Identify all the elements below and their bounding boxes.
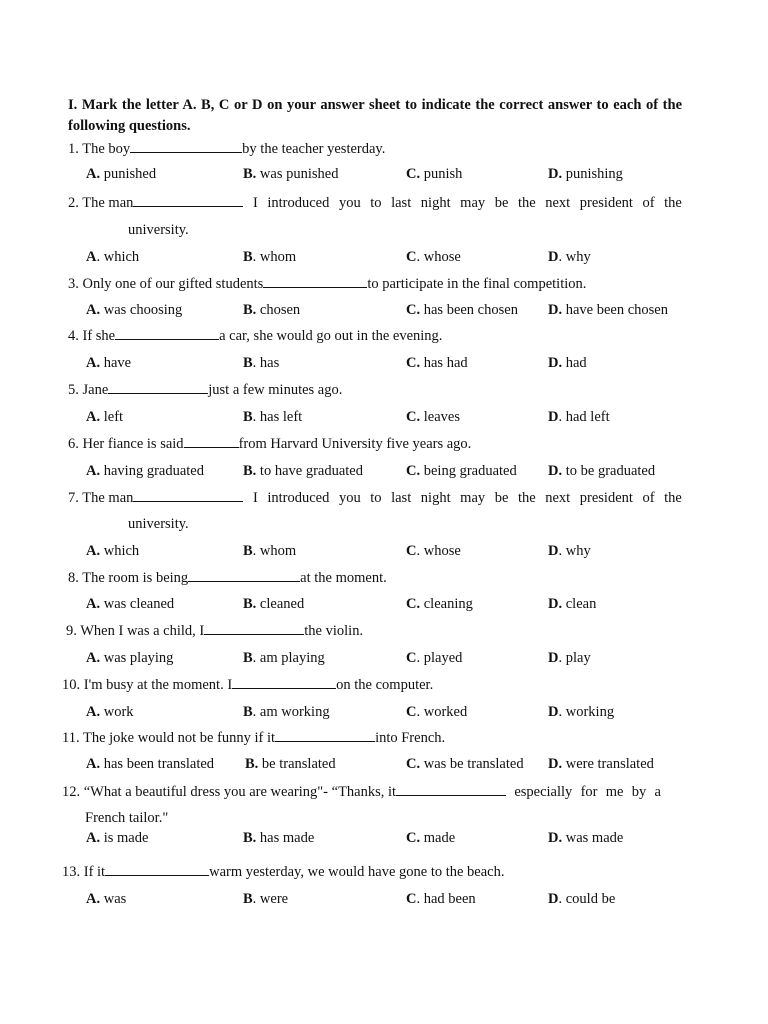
question-word: president — [579, 195, 633, 211]
answer-option[interactable] — [406, 300, 518, 320]
question-text: I'm busy at the moment. I — [83, 677, 233, 693]
question-stem — [62, 862, 505, 882]
question-continuation: university. — [128, 516, 189, 532]
option-letter: D. — [548, 596, 563, 612]
answer-option[interactable] — [243, 461, 363, 481]
option-letter: A. — [86, 302, 101, 318]
answer-option[interactable] — [406, 461, 517, 481]
answer-blank[interactable] — [232, 675, 336, 689]
question-word: be — [494, 195, 509, 211]
option-letter: C. — [406, 166, 421, 182]
answer-option[interactable] — [86, 648, 173, 668]
answer-option[interactable] — [243, 828, 314, 848]
option-text: . whom — [252, 543, 297, 559]
option-text: . had been — [416, 891, 476, 907]
option-letter: B — [243, 355, 253, 371]
question-number: 5. — [68, 382, 79, 398]
option-letter: C — [406, 543, 417, 559]
question-stem — [68, 488, 682, 508]
question-word: the — [664, 195, 682, 211]
option-letter: B — [243, 891, 253, 907]
option-text: . had left — [558, 409, 610, 425]
answer-option[interactable] — [243, 164, 338, 184]
answer-blank[interactable] — [108, 380, 208, 394]
question-word: to — [370, 195, 382, 211]
option-text: was be translated — [423, 756, 524, 772]
question-number: 13. — [62, 864, 81, 880]
answer-option[interactable] — [406, 407, 460, 427]
question-text: a car, she would go out in the evening. — [219, 328, 443, 344]
answer-option[interactable] — [86, 247, 139, 267]
question-number: 9. — [66, 623, 77, 639]
option-text: has been chosen — [423, 302, 518, 318]
option-letter: B — [243, 543, 253, 559]
answer-option[interactable] — [406, 594, 473, 614]
option-text: work — [103, 704, 134, 720]
option-letter: C — [406, 704, 417, 720]
option-text: cleaning — [423, 596, 473, 612]
option-text: . could be — [558, 891, 616, 907]
option-letter: D. — [548, 463, 563, 479]
question-number: 7. — [68, 490, 79, 506]
question-text: into French. — [375, 730, 446, 746]
answer-option[interactable] — [86, 461, 204, 481]
answer-blank[interactable] — [184, 434, 239, 448]
answer-blank[interactable] — [188, 568, 300, 582]
answer-blank[interactable] — [263, 274, 367, 288]
answer-option[interactable] — [548, 300, 668, 320]
option-text: have been chosen — [565, 302, 668, 318]
answer-option[interactable] — [243, 648, 325, 668]
question-word: I — [252, 490, 258, 506]
question-word: the — [664, 490, 682, 506]
answer-blank[interactable] — [275, 728, 375, 742]
option-letter: B. — [243, 830, 257, 846]
question-word: you — [338, 195, 361, 211]
option-text: to have graduated — [259, 463, 363, 479]
question-number: 1. — [68, 141, 79, 157]
option-text: was — [103, 891, 127, 907]
option-letter: B — [243, 249, 253, 265]
question-word: the — [517, 490, 536, 506]
answer-option[interactable] — [243, 407, 302, 427]
option-letter: C. — [406, 355, 421, 371]
option-letter: D — [548, 704, 559, 720]
answer-option[interactable] — [243, 541, 296, 561]
question-word: me — [605, 784, 624, 800]
option-letter: C. — [406, 756, 421, 772]
option-letter: C. — [406, 409, 421, 425]
option-text: . worked — [416, 704, 468, 720]
option-text: which — [103, 543, 140, 559]
answer-option[interactable] — [406, 702, 467, 722]
question-text: The man — [82, 490, 134, 506]
question-word: night — [420, 195, 451, 211]
option-letter: C — [406, 891, 417, 907]
answer-option[interactable] — [548, 247, 591, 267]
question-word: next — [545, 195, 571, 211]
answer-option[interactable] — [548, 407, 610, 427]
option-text: was punished — [259, 166, 339, 182]
question-word: of — [642, 195, 655, 211]
question-word: night — [420, 490, 451, 506]
option-letter: B. — [243, 463, 257, 479]
answer-blank[interactable] — [204, 621, 304, 635]
question-text: The man — [82, 195, 134, 211]
question-text: Only one of our gifted students — [82, 276, 264, 292]
option-text: made — [423, 830, 456, 846]
answer-option[interactable] — [243, 702, 330, 722]
question-stem — [68, 193, 682, 213]
option-letter: D. — [548, 302, 563, 318]
answer-blank[interactable] — [133, 488, 243, 502]
question-stem — [68, 380, 342, 400]
option-letter: D. — [548, 756, 563, 772]
question-word: last — [391, 490, 412, 506]
option-letter: D. — [548, 355, 563, 371]
option-letter: B. — [243, 596, 257, 612]
question-word: I — [252, 195, 258, 211]
question-text: If it — [83, 864, 106, 880]
question-text: by the teacher yesterday. — [242, 141, 386, 157]
option-letter: A. — [86, 409, 101, 425]
question-number: 6. — [68, 436, 79, 452]
answer-option[interactable] — [86, 300, 182, 320]
question-stem — [66, 621, 363, 641]
question-word: for — [580, 784, 598, 800]
option-letter: B. — [243, 302, 257, 318]
question-stem — [62, 782, 661, 802]
option-letter: C. — [406, 302, 421, 318]
answer-option[interactable] — [548, 541, 591, 561]
answer-option[interactable] — [548, 648, 591, 668]
option-text: . has — [252, 355, 280, 371]
answer-option[interactable] — [406, 754, 524, 774]
question-number: 12. — [62, 784, 81, 800]
answer-option[interactable] — [245, 754, 336, 774]
answer-option[interactable] — [406, 828, 455, 848]
answer-option[interactable] — [243, 594, 304, 614]
option-text: was made — [565, 830, 624, 846]
option-letter: D — [548, 650, 559, 666]
question-continuation: university. — [128, 222, 189, 238]
question-stem — [62, 728, 445, 748]
option-text: clean — [565, 596, 597, 612]
question-stem — [68, 274, 586, 294]
question-word: a — [654, 784, 661, 800]
option-text: punishing — [565, 166, 623, 182]
answer-blank[interactable] — [133, 193, 243, 207]
option-letter: B. — [245, 756, 259, 772]
question-text: The room is being — [82, 570, 189, 586]
answer-option[interactable] — [86, 164, 156, 184]
answer-option[interactable] — [548, 828, 623, 848]
question-word: president — [579, 490, 633, 506]
answer-option[interactable] — [406, 164, 462, 184]
question-number: 11. — [62, 730, 80, 746]
option-letter: D. — [548, 166, 563, 182]
option-letter: D. — [548, 830, 563, 846]
answer-option[interactable] — [86, 889, 126, 909]
answer-option[interactable] — [548, 889, 615, 909]
option-text: was playing — [103, 650, 174, 666]
question-text: When I was a child, I — [80, 623, 205, 639]
option-text: . whom — [252, 249, 297, 265]
question-text: on the computer. — [336, 677, 434, 693]
option-text: . am working — [252, 704, 330, 720]
option-text: left — [103, 409, 124, 425]
question-stem — [68, 568, 387, 588]
option-letter: D — [548, 891, 559, 907]
answer-option[interactable] — [406, 353, 468, 373]
option-letter: A. — [86, 355, 101, 371]
option-letter: A — [86, 249, 97, 265]
option-letter: A. — [86, 543, 101, 559]
option-text: is made — [103, 830, 149, 846]
question-word: the — [517, 195, 536, 211]
option-text: . played — [416, 650, 463, 666]
question-text: The joke would not be funny if it — [82, 730, 276, 746]
answer-option[interactable] — [86, 594, 174, 614]
question-word: of — [642, 490, 655, 506]
option-letter: A. — [86, 166, 101, 182]
option-letter: D — [548, 249, 559, 265]
option-text: . play — [558, 650, 591, 666]
question-word: to — [370, 490, 382, 506]
answer-option[interactable] — [548, 594, 596, 614]
question-word: next — [545, 490, 571, 506]
option-text: was choosing — [103, 302, 183, 318]
answer-option[interactable] — [86, 407, 123, 427]
answer-option[interactable] — [406, 889, 476, 909]
option-text: has made — [259, 830, 315, 846]
answer-blank[interactable] — [396, 782, 506, 796]
option-text: . working — [558, 704, 615, 720]
option-text: has had — [423, 355, 468, 371]
answer-option[interactable] — [243, 300, 300, 320]
answer-option[interactable] — [548, 754, 654, 774]
option-text: be translated — [261, 756, 336, 772]
option-letter: D — [548, 543, 559, 559]
question-word: be — [494, 490, 509, 506]
option-text: were translated — [565, 756, 654, 772]
question-lead — [62, 782, 506, 802]
option-letter: A. — [86, 830, 101, 846]
question-number: 10. — [62, 677, 81, 693]
answer-option[interactable] — [548, 461, 655, 481]
answer-option[interactable] — [243, 247, 296, 267]
question-text: from Harvard University five years ago. — [238, 436, 472, 452]
question-stem — [68, 434, 471, 454]
question-text: at the moment. — [300, 570, 387, 586]
option-text: . why — [558, 249, 591, 265]
option-text: cleaned — [259, 596, 305, 612]
answer-blank[interactable] — [115, 326, 219, 340]
question-word: by — [631, 784, 647, 800]
answer-option[interactable] — [86, 828, 148, 848]
question-word: introduced — [267, 195, 330, 211]
question-number: 8. — [68, 570, 79, 586]
option-text: having graduated — [103, 463, 204, 479]
option-text: . am playing — [252, 650, 325, 666]
question-word: may — [460, 195, 486, 211]
question-lead — [68, 488, 243, 508]
question-text: The boy — [82, 141, 131, 157]
option-letter: A. — [86, 756, 101, 772]
option-text: . which — [96, 249, 140, 265]
question-continuation: French tailor." — [85, 810, 169, 826]
answer-option[interactable] — [86, 754, 214, 774]
answer-option[interactable] — [86, 353, 131, 373]
question-text: warm yesterday, we would have gone to the beach. — [209, 864, 505, 880]
option-letter: A. — [86, 704, 101, 720]
option-letter: B — [243, 409, 253, 425]
answer-option[interactable] — [86, 702, 134, 722]
question-stem — [68, 139, 385, 159]
option-text: . whose — [416, 543, 461, 559]
answer-option[interactable] — [406, 247, 461, 267]
answer-option[interactable] — [406, 648, 462, 668]
question-word: you — [338, 490, 361, 506]
option-letter: B — [243, 650, 253, 666]
answer-option[interactable] — [243, 353, 279, 373]
question-word: especially — [514, 784, 573, 800]
answer-blank[interactable] — [130, 139, 242, 153]
question-text: Her fiance is said — [82, 436, 184, 452]
option-letter: B. — [243, 166, 257, 182]
option-letter: C — [406, 249, 417, 265]
option-text: leaves — [423, 409, 460, 425]
option-letter: A. — [86, 463, 101, 479]
option-text: . why — [558, 543, 591, 559]
question-word: introduced — [267, 490, 330, 506]
answer-blank[interactable] — [105, 862, 209, 876]
answer-option[interactable] — [548, 353, 587, 373]
option-letter: C. — [406, 596, 421, 612]
option-text: being graduated — [423, 463, 517, 479]
question-word: may — [460, 490, 486, 506]
question-number: 4. — [68, 328, 79, 344]
answer-option[interactable] — [406, 541, 461, 561]
option-text: . has left — [252, 409, 303, 425]
option-text: have — [103, 355, 132, 371]
option-letter: A. — [86, 596, 101, 612]
option-text: chosen — [259, 302, 301, 318]
option-text: . were — [252, 891, 289, 907]
answer-option[interactable] — [548, 164, 623, 184]
question-number: 3. — [68, 276, 79, 292]
answer-option[interactable] — [86, 541, 139, 561]
option-letter: B — [243, 704, 253, 720]
option-text: had — [565, 355, 587, 371]
question-text: to participate in the final competition. — [367, 276, 587, 292]
question-text: If she — [82, 328, 116, 344]
answer-option[interactable] — [548, 702, 614, 722]
option-letter: C. — [406, 463, 421, 479]
section-heading: I. Mark the letter A. B, C or D on your answer sheet to indicate the correct answer to each of the following questions. — [68, 97, 682, 134]
answer-option[interactable] — [243, 889, 288, 909]
option-letter: C. — [406, 830, 421, 846]
option-letter: D — [548, 409, 559, 425]
question-word: last — [391, 195, 412, 211]
option-text: has been translated — [103, 756, 215, 772]
question-stem — [62, 675, 433, 695]
question-text: the violin. — [304, 623, 364, 639]
question-lead — [68, 193, 243, 213]
question-stem — [68, 326, 442, 346]
option-letter: A. — [86, 891, 101, 907]
option-text: to be graduated — [565, 463, 656, 479]
option-text: punish — [423, 166, 463, 182]
option-letter: A. — [86, 650, 101, 666]
question-number: 2. — [68, 195, 79, 211]
question-text: Jane — [82, 382, 109, 398]
option-letter: C — [406, 650, 417, 666]
question-text: just a few minutes ago. — [208, 382, 343, 398]
question-text: “What a beautiful dress you are wearing"- “Thanks, it — [83, 784, 397, 800]
option-text: . whose — [416, 249, 461, 265]
option-text: was cleaned — [103, 596, 175, 612]
option-text: punished — [103, 166, 157, 182]
